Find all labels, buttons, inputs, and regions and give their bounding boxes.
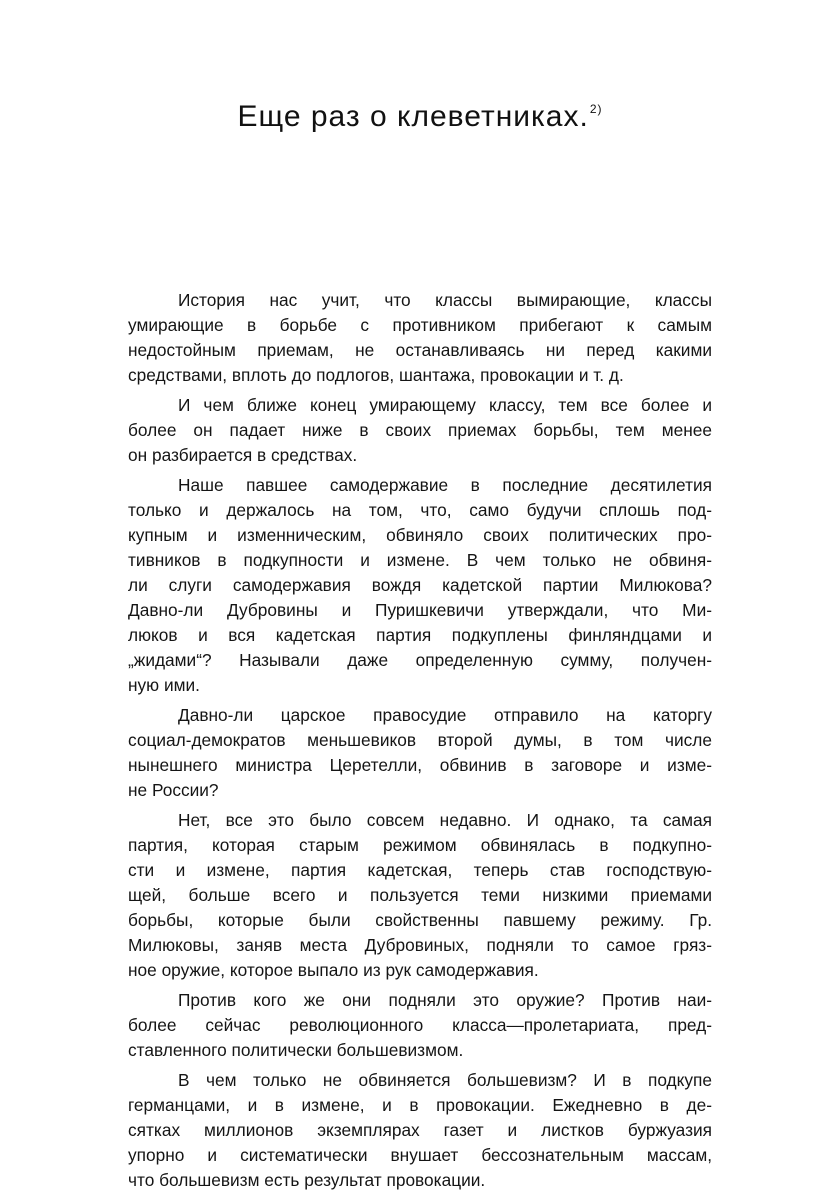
text-line: более он падает ниже в своих приемах борьбы, тем менее xyxy=(128,420,712,441)
text-line: не России? xyxy=(128,779,219,800)
document-title xyxy=(0,100,840,134)
text-line: ное оружие, которое выпало из рук самодержавия. xyxy=(128,959,539,980)
text-line: ную ими. xyxy=(128,674,200,695)
text-line: ли слуги самодержавия вождя кадетской партии Милюкова? xyxy=(128,574,712,595)
text-line: тивников в подкупности и измене. В чем только не обвиня- xyxy=(128,550,712,571)
title-footnote-marker: 2) xyxy=(589,102,603,116)
text-line: сятках миллионов экземплярах газет и листков буржуазия xyxy=(128,1120,712,1140)
text-line: Против кого же они подняли это оружие? Против наи- xyxy=(178,989,712,1010)
text-line: нынешнего министра Церетелли, обвинив в заговоре и изме- xyxy=(128,754,712,775)
text-line: „жидами“? Называли даже определенную сумму, получен- xyxy=(128,649,712,670)
text-line: социал-демократов меньшевиков второй думы, в том числе xyxy=(128,729,712,750)
text-line: В чем только не обвиняется большевизм? И в подкупе xyxy=(178,1070,712,1091)
text-line: Давно-ли Дубровины и Пуришкевичи утверждали, что Ми- xyxy=(128,599,712,620)
text-line: История нас учит, что классы вымирающие, классы xyxy=(178,290,712,310)
text-line: ставленного политически большевизмом. xyxy=(128,1039,464,1060)
text-line: Давно-ли царское правосудие отправило на каторгу xyxy=(178,705,712,725)
paragraph xyxy=(128,988,712,1063)
text-line: что большевизм есть результат провокации. xyxy=(128,1169,486,1190)
paragraph xyxy=(128,288,712,388)
paragraph xyxy=(128,808,712,982)
paragraph xyxy=(128,1068,712,1193)
text-line: борьбы, которые были свойственны павшему режиму. Гр. xyxy=(128,909,712,930)
text-line: щей, больше всего и пользуется теми низкими приемами xyxy=(128,884,712,905)
text-line: Милюковы, заняв места Дубровиных, подняли то самое гряз- xyxy=(128,934,712,955)
text-line: только и держалось на том, что, само будучи сплошь под- xyxy=(128,500,712,521)
text-line: более сейчас революционного класса—пролетариата, пред- xyxy=(128,1014,712,1035)
text-line: И чем ближе конец умирающему классу, тем все более и xyxy=(178,395,712,416)
text-line: партия, которая старым режимом обвинялась в подкупно- xyxy=(128,835,712,856)
text-line: Нет, все это было совсем недавно. И однако, та самая xyxy=(178,810,712,831)
text-line: купным и изменническим, обвиняло своих политических про- xyxy=(128,525,712,546)
text-line: средствами, вплоть до подлогов, шантажа, провокации и т. д. xyxy=(128,364,624,385)
text-line: германцами, и в измене, и в провокации. Ежедневно в де- xyxy=(128,1095,712,1116)
title-text: Еще раз о клеветниках. xyxy=(237,100,589,133)
text-line: он разбирается в средствах. xyxy=(128,444,358,465)
paragraph xyxy=(128,393,712,468)
text-line: люков и вся кадетская партия подкуплены финляндцами и xyxy=(128,624,712,645)
paragraph xyxy=(128,473,712,697)
text-line: Наше павшее самодержавие в последние десятилетия xyxy=(178,475,712,496)
text-line: упорно и систематически внушает бессознательным массам, xyxy=(128,1144,712,1165)
body-text xyxy=(128,288,712,1198)
text-line: недостойным приемам, не останавливаясь ни перед какими xyxy=(128,339,712,360)
paragraph xyxy=(128,703,712,803)
text-line: сти и измене, партия кадетская, теперь став господствую- xyxy=(128,859,712,880)
text-line: умирающие в борьбе с противником прибегают к самым xyxy=(128,314,712,335)
